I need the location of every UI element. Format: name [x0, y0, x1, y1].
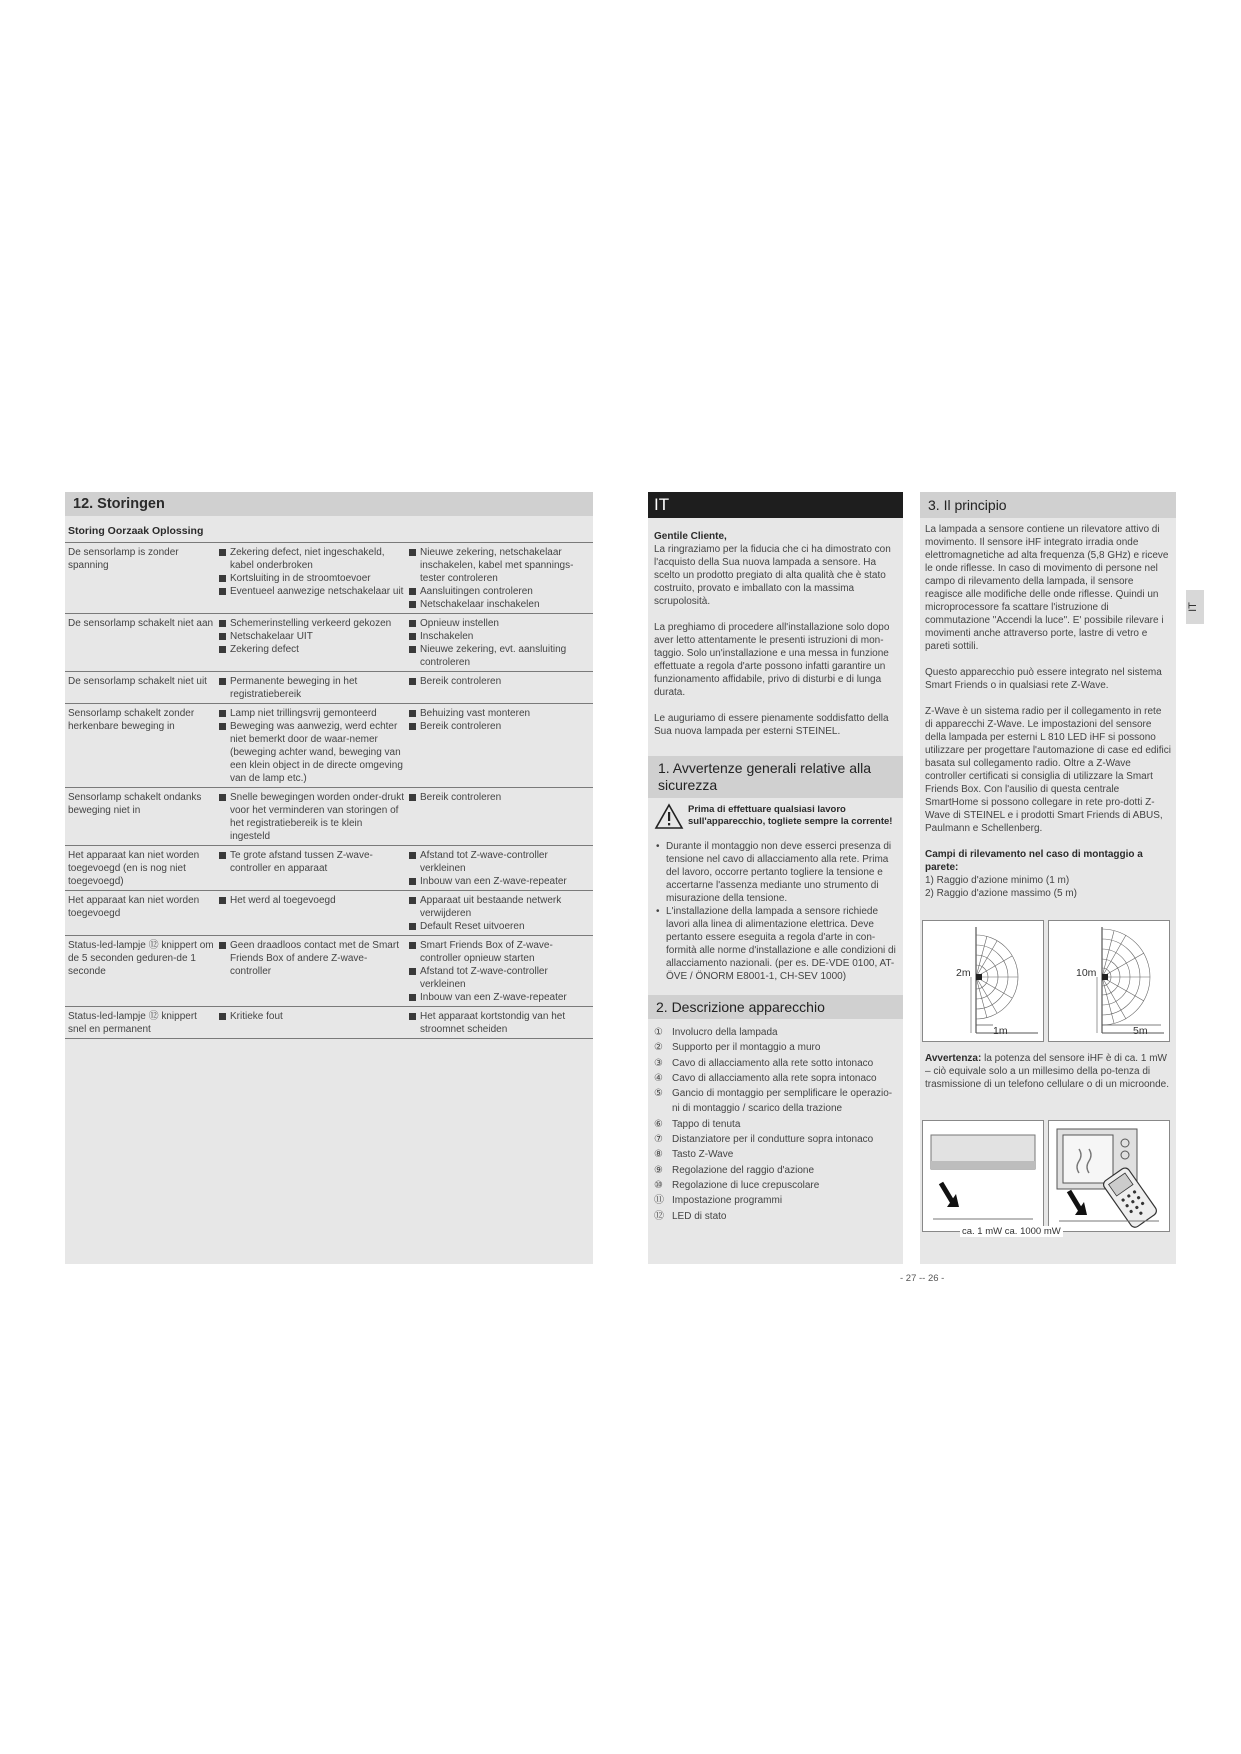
label-height-min: 2m [956, 967, 971, 979]
safety-title: 1. Avvertenze generali relative alla sicurezza [648, 756, 903, 798]
cause-cell [218, 894, 408, 933]
warning-triangle-icon [654, 803, 688, 835]
solution-cell [408, 707, 588, 785]
principle-paragraph-3: Z-Wave è un sistema radio per il collegamento in rete di apparecchi Z-Wave. Le impostazioni del sensore della lampada per esterni L 810 LED iHF si possono utilizzare per progettare l'automazione di case ed edifici basata sul collegamento radio. Oltre a Z-Wave controller certificati si consiglia di utilizzare la Smart Friends Box. Con l'ausilio di questa centrale SmartHome si possono collegare in rete pro-dotti Z-Wave di STEINEL e i prodotti Smart Friends di ABUS, Paulmann e Schellenberg. [925, 706, 1171, 834]
cause-cell [218, 546, 408, 611]
solution-item: Inschakelen [408, 630, 588, 643]
table-row [65, 936, 593, 1007]
range-diagram-min [922, 920, 1044, 1042]
part-number: ① [654, 1027, 663, 1038]
part-label: Supporto per il montaggio a muro [672, 1042, 821, 1054]
cause-item: Beweging was aanwezig, werd echter niet bemerkt door de waar-nemer (beweging achter wand, beweging van een klein object in de directe omgeving van de lamp etc.) [218, 720, 404, 785]
problem-cell: Sensorlamp schakelt ondanks beweging niet in [68, 792, 202, 816]
solution-cell [408, 791, 588, 843]
solution-item: Opnieuw instellen [408, 617, 588, 630]
intro-paragraph-3: Le auguriamo di essere pienamente soddisfatto della Sua nuova lampada per esterni STEINEL. [654, 713, 889, 737]
table-row [65, 846, 593, 891]
solution-cell [408, 546, 588, 611]
part-item [654, 1178, 897, 1193]
table-row [65, 672, 593, 704]
solution-item: Afstand tot Z-wave-controller verkleinen [408, 849, 588, 875]
part-item [654, 1117, 897, 1132]
part-item [654, 1086, 897, 1117]
table-row [65, 891, 593, 936]
language-side-tab: IT [1186, 590, 1204, 624]
part-item [654, 1056, 897, 1071]
problem-cell: Status-led-lampje ⑫ knippert om de 5 seconden geduren-de 1 seconde [68, 940, 214, 977]
solution-item: Inbouw van een Z-wave-repeater [408, 991, 588, 1004]
part-number: ⑩ [654, 1179, 663, 1191]
lamp-illustration [922, 1120, 1044, 1232]
cause-item: Geen draadloos contact met de Smart Friends Box of andere Z-wave-controller [218, 939, 404, 978]
table-row [65, 614, 593, 672]
part-number: ⑦ [654, 1134, 663, 1146]
solution-item: Nieuwe zekering, evt. aansluiting controleren [408, 643, 588, 669]
cause-cell [218, 1010, 408, 1036]
principle-title: 3. Il principio [920, 492, 1176, 518]
solution-item: Default Reset uitvoeren [408, 920, 588, 933]
cause-cell [218, 675, 408, 701]
cause-item: Lamp niet trillingsvrij gemonteerd [218, 707, 404, 720]
principle-paragraph-1: La lampada a sensore contiene un rilevatore attivo di movimento. Il sensore iHF integrato irradia onde elettromagnetiche ad alta frequenza (5,8 GHz) e riceve le onde riflesse. In caso di movimento di persone nel campo di rilevamento della lampada, il sensore reagisce alle modifiche delle onde riflesse. Quindi un microprocessore fa scattare l'istruzione di commutazione "Accendi la luce". E' possibile rilevare i movimenti anche attraverso porte, lastre di vetro e pareti sottili. [925, 524, 1169, 652]
solution-cell [408, 675, 588, 701]
principle-column [920, 492, 1176, 1264]
part-item [654, 1163, 897, 1178]
cause-item: Netschakelaar UIT [218, 630, 404, 643]
section-title: 12. Storingen [65, 492, 593, 516]
cause-item: Kortsluiting in de stroomtoevoer [218, 572, 404, 585]
solution-cell [408, 849, 588, 888]
part-item [654, 1209, 897, 1224]
cause-item: Het werd al toegevoegd [218, 894, 404, 907]
solution-item: Behuizing vast monteren [408, 707, 588, 720]
warning-text: Prima di effettuare qualsiasi lavoro sull'apparecchio, togliete sempre la corrente! [688, 804, 893, 827]
ranges-title: Campi di rilevamento nel caso di montaggio a parete: [925, 849, 1143, 873]
solution-item: Bereik controleren [408, 720, 588, 733]
part-item [654, 1147, 897, 1162]
italian-intro-column [648, 492, 903, 1264]
part-label: Involucro della lampada [672, 1027, 778, 1038]
solution-cell [408, 939, 588, 1004]
power-caption: ca. 1 mW ca. 1000 mW [962, 1226, 1061, 1237]
part-label: Regolazione di luce crepuscolare [672, 1179, 820, 1191]
part-number: ⑥ [654, 1118, 663, 1130]
problem-cell: Het apparaat kan niet worden toegevoegd (en is nog niet toegevoegd) [68, 850, 200, 887]
table-row [65, 788, 593, 846]
cause-item: Permanente beweging in het registratiebereik [218, 675, 404, 701]
part-number: ③ [654, 1057, 663, 1069]
cause-item: Snelle bewegingen worden onder-drukt voor het verminderen van storingen of het registratiebereik is te klein ingesteld [218, 791, 404, 843]
label-distance-min: 1m [993, 1025, 1008, 1037]
page-numbers: - 27 -- 26 - [900, 1273, 945, 1284]
safety-warning [648, 798, 903, 838]
table-row [65, 543, 593, 614]
part-label: Impostazione programmi [672, 1195, 783, 1207]
parts-list [648, 1019, 903, 1224]
cause-cell [218, 791, 408, 843]
part-number: ⑫ [654, 1210, 664, 1222]
solution-item: Smart Friends Box of Z-wave-controller opnieuw starten [408, 939, 588, 965]
intro-paragraph-2: La preghiamo di procedere all'installazione solo dopo aver letto attentamente le presenti istruzioni di mon-taggio. Solo un'installazione e una messa in funzione effettuate a regola d'arte possono infatti garantire un funzionamento affidabile, privo di disturbi e di lunga durata. [654, 622, 890, 698]
part-number: ⑨ [654, 1164, 663, 1176]
problem-cell: De sensorlamp schakelt niet aan [68, 618, 214, 629]
part-item [654, 1132, 897, 1147]
part-number: ⑧ [654, 1149, 663, 1161]
part-item [654, 1071, 897, 1086]
label-height-max: 10m [1076, 967, 1097, 979]
cause-item: Kritieke fout [218, 1010, 404, 1023]
solution-item: Nieuwe zekering, netschakelaar inschakelen, kabel met spannings-tester controleren [408, 546, 588, 585]
range-max: 2) Raggio d'azione massimo (5 m) [925, 888, 1077, 899]
part-label: Gancio di montaggio per semplificare le operazio-ni di montaggio / scarico della trazione [672, 1088, 893, 1115]
part-item [654, 1193, 897, 1208]
solution-item: Bereik controleren [408, 675, 588, 688]
part-label: LED di stato [672, 1210, 727, 1222]
problem-cell: Sensorlamp schakelt zonder herkenbare beweging in [68, 708, 195, 732]
part-number: ⑪ [654, 1195, 664, 1207]
language-label: IT [648, 492, 903, 518]
solution-item: Het apparaat kortstondig van het stroomnet scheiden [408, 1010, 588, 1036]
intro-paragraph-1: La ringraziamo per la fiducia che ci ha dimostrato con l'acquisto della Sua nuova lampada a sensore. Ha scelto un prodotto pregiato di alta qualità che è stato costruito, provato e imballato con la massima scrupolosità. [654, 544, 891, 607]
solution-cell [408, 617, 588, 669]
solution-item: Aansluitingen controleren [408, 585, 588, 598]
table-row [65, 1007, 593, 1039]
sensor-note: Avvertenza: la potenza del sensore iHF è di ca. 1 mW – ciò equivale solo a un millesimo della po-tenza di trasmissione di un telefono cellulare o di un microonde. [925, 1053, 1170, 1090]
greeting: Gentile Cliente, [654, 531, 727, 542]
problem-cell: Het apparaat kan niet worden toegevoegd [68, 895, 200, 919]
cause-cell [218, 707, 408, 785]
cause-cell [218, 849, 408, 888]
cause-item: Schemerinstelling verkeerd gekozen [218, 617, 404, 630]
principle-paragraph-2: Questo apparecchio può essere integrato nel sistema Smart Friends o in qualsiasi rete Z-Wave. [925, 667, 1162, 691]
safety-bullets [648, 838, 903, 983]
safety-bullet: • L'installazione della lampada a sensore richiede lavori alla linea di alimentazione elettrica. Deve pertanto essere eseguita a regola d'arte in con-formità alle norme d'installazione e alle condizioni di allacciamento nazionali. (per es. DE-VDE 0100, AT-ÖVE / ÖNORM E8001-1, CH-SEV 1000) [654, 905, 897, 983]
range-diagram-max [1048, 920, 1170, 1042]
solution-item: Netschakelaar inschakelen [408, 598, 588, 611]
solution-item: Bereik controleren [408, 791, 588, 804]
cause-item: Zekering defect, niet ingeschakeld, kabel onderbroken [218, 546, 404, 572]
problem-cell: De sensorlamp schakelt niet uit [68, 676, 207, 687]
description-title: 2. Descrizione apparecchio [648, 995, 903, 1019]
solution-item: Apparaat uit bestaande netwerk verwijderen [408, 894, 588, 920]
part-label: Regolazione del raggio d'azione [672, 1164, 815, 1176]
problem-cell: Status-led-lampje ⑫ knippert snel en permanent [68, 1011, 197, 1035]
range-min: 1) Raggio d'azione minimo (1 m) [925, 875, 1070, 886]
solution-item: Afstand tot Z-wave-controller verkleinen [408, 965, 588, 991]
part-item [654, 1040, 897, 1055]
problem-cell: De sensorlamp is zonder spanning [68, 547, 179, 571]
part-number: ② [654, 1042, 663, 1054]
part-label: Tappo di tenuta [672, 1118, 741, 1130]
table-header: Storing Oorzaak Oplossing [65, 516, 593, 543]
cause-item: Eventueel aanwezige netschakelaar uit [218, 585, 404, 598]
part-label: Tasto Z-Wave [672, 1149, 734, 1161]
part-label: Cavo di allacciamento alla rete sotto intonaco [672, 1057, 874, 1069]
safety-bullet: • Durante il montaggio non deve esserci presenza di tensione nel cavo di allacciamento alla rete. Prima del lavoro, occorre pertanto togliere la tensione e accertarne l'assenza mediante uno strumento di misurazione della tensione. [654, 840, 897, 905]
part-number: ⑤ [654, 1088, 663, 1100]
part-label: Cavo di allacciamento alla rete sopra intonaco [672, 1072, 877, 1084]
cause-item: Te grote afstand tussen Z-wave-controller en apparaat [218, 849, 404, 875]
troubleshooting-table [65, 543, 593, 1039]
part-label: Distanziatore per il condutture sopra intonaco [672, 1134, 874, 1146]
part-number: ④ [654, 1072, 663, 1084]
cause-cell [218, 939, 408, 1004]
solution-item: Inbouw van een Z-wave-repeater [408, 875, 588, 888]
solution-cell [408, 894, 588, 933]
label-distance-max: 5m [1133, 1025, 1148, 1037]
microwave-phone-illustration [1048, 1120, 1170, 1232]
table-row [65, 704, 593, 788]
storingen-section [65, 492, 593, 1264]
cause-cell [218, 617, 408, 669]
cause-item: Zekering defect [218, 643, 404, 656]
solution-cell [408, 1010, 588, 1036]
part-item [654, 1025, 897, 1040]
